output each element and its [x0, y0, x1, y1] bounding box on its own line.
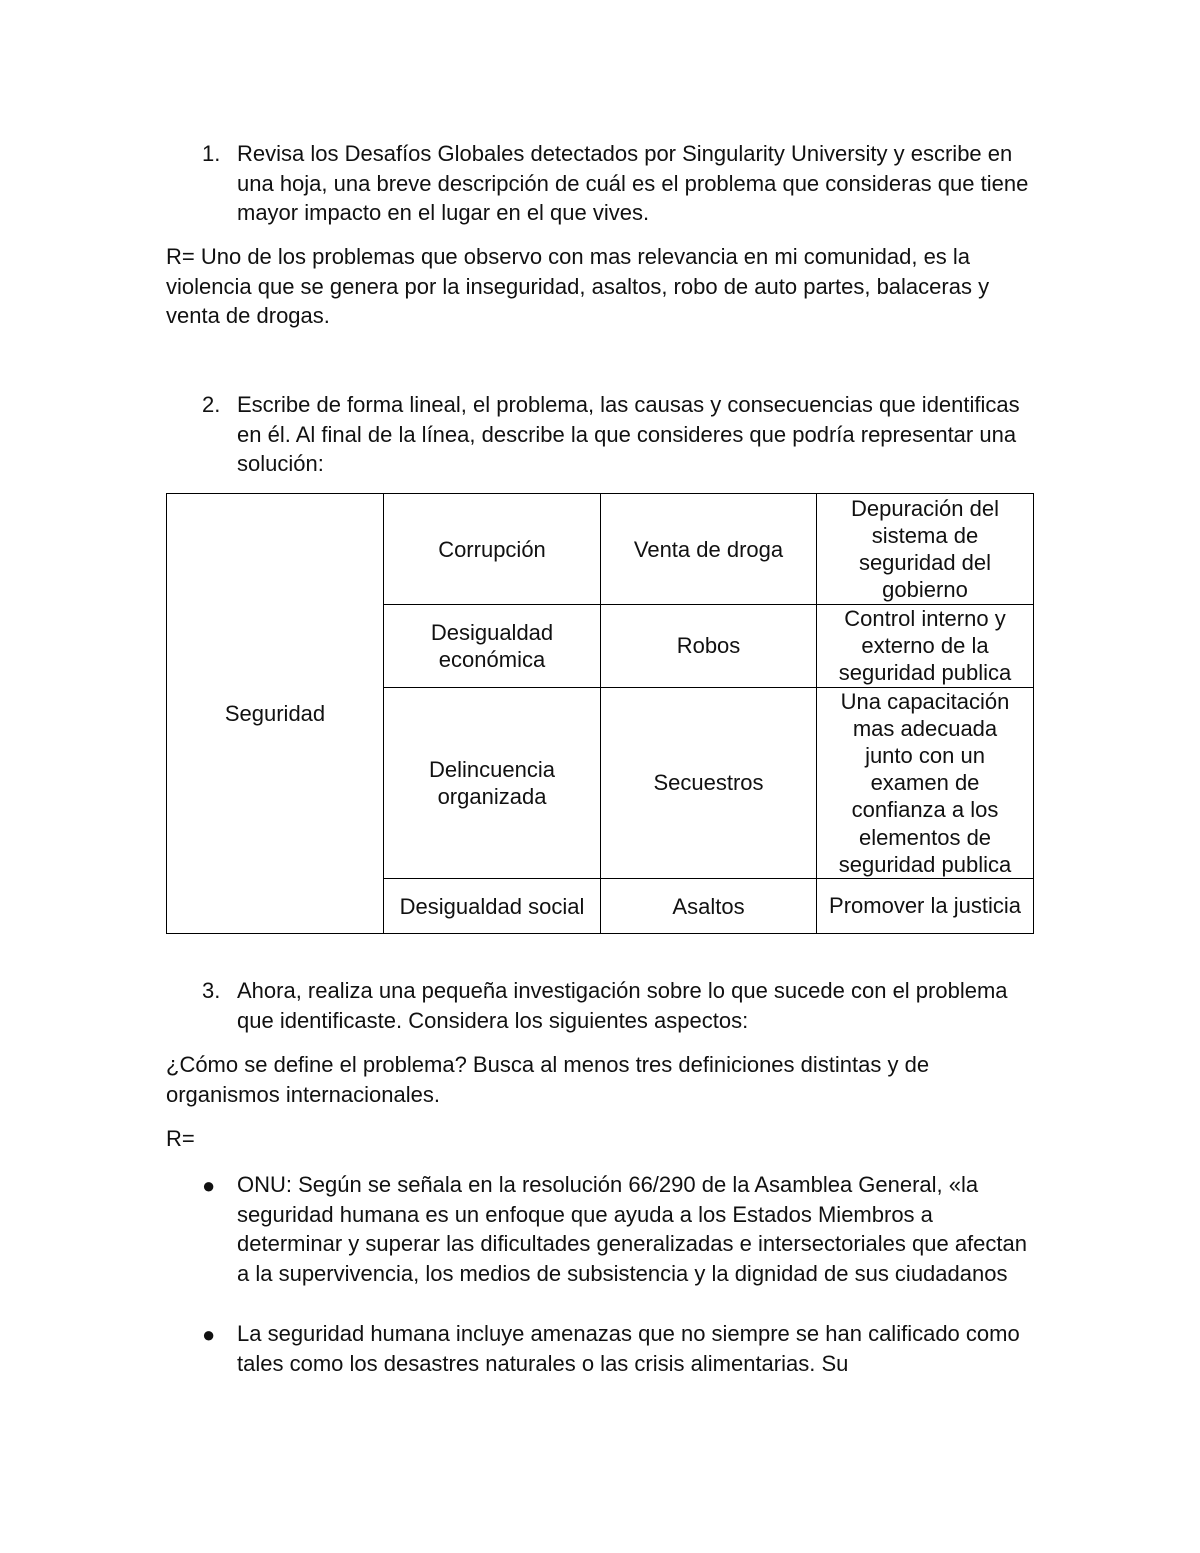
- question-1-number: 1.: [202, 141, 221, 166]
- answer-3-label: R=: [166, 1126, 195, 1151]
- question-1-text: Revisa los Desafíos Globales detectados por Singularity University y escribe en una hoja, una breve descripción de cuál es el problema que consideras que tiene mayor impacto en el lugar en el que vives.: [237, 141, 1029, 226]
- question-3-number: 3.: [202, 978, 221, 1003]
- question-2-number: 2.: [202, 392, 221, 417]
- answer-1-text: R= Uno de los problemas que observo con mas relevancia en mi comunidad, es la violencia que se genera por la inseguridad, asaltos, robo de auto partes, balaceras y venta de drogas.: [166, 244, 990, 329]
- question-3-text: Ahora, realiza una pequeña investigación sobre lo que sucede con el problema que identificaste. Considera los siguientes aspectos:: [237, 978, 1008, 1033]
- cause-cell: Desigualdad económica: [384, 605, 601, 688]
- solution-cell: Promover la justicia: [817, 879, 1034, 934]
- bullet-icon: ●: [202, 1173, 216, 1198]
- solution-cell: Una capacitación mas adecuada junto con un examen de confianza a los elementos de seguridad publica: [817, 687, 1034, 878]
- solution-cell: Control interno y externo de la seguridad publica: [817, 605, 1034, 688]
- bullet-icon: ●: [202, 1322, 216, 1347]
- cause-cell: Desigualdad social: [384, 879, 601, 934]
- cause-cell: Corrupción: [384, 494, 601, 605]
- consequence-cell: Asaltos: [601, 879, 817, 934]
- problem-causes-table: [166, 493, 1034, 934]
- consequence-cell: Robos: [601, 605, 817, 688]
- consequence-cell: Secuestros: [601, 687, 817, 878]
- problem-cell: Seguridad: [167, 494, 384, 934]
- solution-cell: Depuración del sistema de seguridad del gobierno: [817, 494, 1034, 605]
- cause-cell: Delincuencia organizada: [384, 687, 601, 878]
- table-row: [167, 494, 1034, 605]
- list-item-text: La seguridad humana incluye amenazas que no siempre se han calificado como tales como los desastres naturales o las crisis alimentarias. Su: [237, 1321, 1020, 1376]
- question-2-text: Escribe de forma lineal, el problema, las causas y consecuencias que identificas en él. Al final de la línea, describe la que consideres que podría representar una solución:: [237, 392, 1020, 477]
- definition-prompt: ¿Cómo se define el problema? Busca al menos tres definiciones distintas y de organismos internacionales.: [166, 1052, 930, 1107]
- list-item-text: ONU: Según se señala en la resolución 66/290 de la Asamblea General, «la seguridad humana es un enfoque que ayuda a los Estados Miembros a determinar y superar las dificultades generalizadas e intersectoriales que afectan a la supervivencia, los medios de subsistencia y la dignidad de sus ciudadanos: [237, 1172, 1027, 1286]
- consequence-cell: Venta de droga: [601, 494, 817, 605]
